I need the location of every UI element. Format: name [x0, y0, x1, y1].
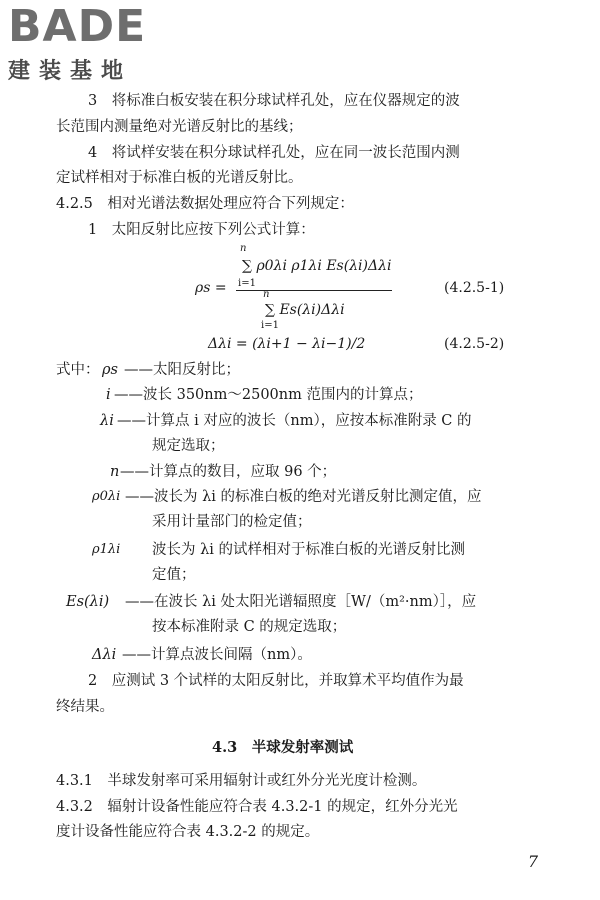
para-3-line2: 长范围内测量绝对光谱反射比的基线； [56, 119, 303, 135]
denominator-sum-bottom: i=1 [261, 320, 279, 331]
item-1: 1 太阳反射比应按下列公式计算： [88, 222, 315, 238]
equation-number-1: (4.2.5-1) [444, 280, 505, 296]
item-2-line2: 终结果。 [56, 699, 114, 715]
page-number: 7 [527, 852, 538, 871]
symbol-i: i [106, 387, 111, 403]
def-n: ——计算点的数目，应取 96 个； [120, 464, 337, 480]
def-rho-s: ——太阳反射比； [124, 362, 240, 378]
symbol-n: n [110, 464, 120, 480]
logo-brand: BADE [8, 1, 147, 52]
def-Es-line1: ——在波长 λi 处太阳光谱辐照度［W/（m²·nm）］，应 [125, 594, 477, 610]
symbol-lambda-i: λi [100, 413, 114, 429]
symbol-Es: Es(λi) [66, 594, 110, 610]
symbol-rho0: ρ0λi [92, 489, 121, 504]
numerator-sum-bottom: i=1 [238, 278, 256, 289]
denominator: ∑ Es(λi)Δλi [265, 302, 345, 318]
item-2-line1: 2 应测试 3 个试样的太阳反射比，并取算术平均值作为最 [88, 673, 464, 689]
where-label: 式中： [56, 362, 100, 378]
para-4-line1: 4 将试样安装在积分球试样孔处，应在同一波长范围内测 [88, 145, 460, 161]
def-Es-line2: 按本标准附录 C 的规定选取； [152, 619, 347, 635]
section-4-3-1: 4.3.1 半球发射率可采用辐射计或红外分光光度计检测。 [56, 773, 427, 789]
numerator: ∑ ρ0λi ρ1λi Es(λi)Δλi [242, 258, 392, 274]
def-rho1-line2: 定值； [152, 567, 196, 583]
def-rho1-line1: 波长为 λi 的试样相对于标准白板的光谱反射比测 [152, 542, 466, 558]
equation-2: Δλi = (λi+1 − λi−1)/2 [208, 336, 366, 352]
fraction-bar [236, 290, 392, 291]
logo-subtitle: 建装基地 [8, 59, 133, 84]
para-3-line1: 3 将标准白板安装在积分球试样孔处，应在仪器规定的波 [88, 93, 460, 109]
section-4-2-5: 4.2.5 相对光谱法数据处理应符合下列规定： [56, 196, 354, 212]
equation-lhs: ρs = [195, 280, 227, 296]
para-4-line2: 定试样相对于标准白板的光谱反射比。 [56, 170, 303, 186]
section-4-3-heading: 4.3 半球发射率测试 [212, 739, 354, 756]
def-lambda-line1: ——计算点 i 对应的波长（nm），应按本标准附录 C 的 [117, 413, 472, 429]
section-4-3-2-line1: 4.3.2 辐射计设备性能应符合表 4.3.2-1 的规定，红外分光光 [56, 799, 458, 815]
bade-logo [8, 1, 178, 94]
denominator-sum-top: n [263, 289, 270, 300]
numerator-sum-top: n [240, 243, 247, 254]
def-rho0-line2: 采用计量部门的检定值； [152, 514, 312, 530]
def-i: ——波长 350nm～2500nm 范围内的计算点； [114, 387, 423, 403]
equation-number-2: (4.2.5-2) [444, 336, 505, 352]
def-rho0-line1: ——波长为 λi 的标准白板的绝对光谱反射比测定值，应 [125, 489, 482, 505]
symbol-rho1: ρ1λi [92, 542, 121, 557]
def-delta-lambda: ——计算点波长间隔（nm）。 [122, 647, 312, 663]
def-lambda-line2: 规定选取； [152, 438, 225, 454]
symbol-rho-s: ρs [102, 362, 118, 378]
symbol-delta-lambda: Δλi [92, 647, 117, 663]
section-4-3-2-line2: 度计设备性能应符合表 4.3.2-2 的规定。 [56, 824, 320, 840]
